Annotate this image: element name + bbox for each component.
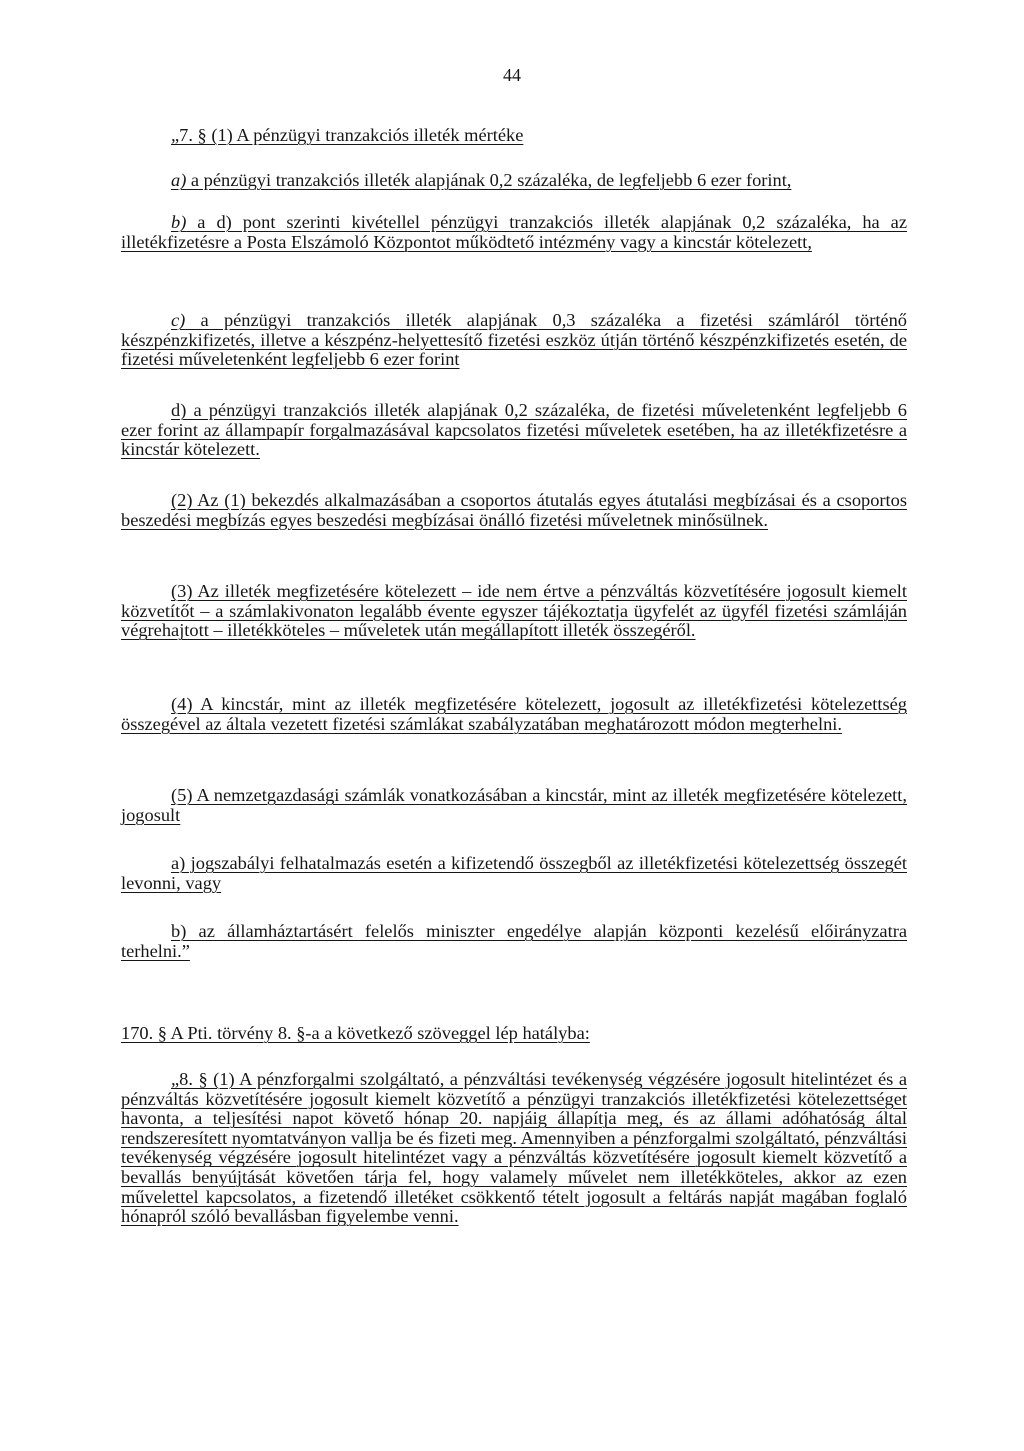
point-b-text: a d) pont szerinti kivétellel pénzügyi tranzakciós illeték alapjának 0,2 százaléka, ha az illetékfizetésre a Posta Elszámoló Központot működtető intézmény vagy a kincstár kötelezett, bbox=[121, 212, 907, 252]
section-7-point-a bbox=[121, 171, 907, 191]
section-7-paragraph-2: (2) Az (1) bekezdés alkalmazásában a csoportos átutalás egyes átutalási megbízásai és a csoportos beszedési megbízás egyes beszedési megbízásai önálló fizetési műveletnek minősülnek. bbox=[121, 490, 907, 530]
section-7-point-c bbox=[121, 311, 907, 370]
point-a-label: a) bbox=[171, 170, 187, 190]
point-a-text: a pénzügyi tranzakciós illeték alapjának 0,2 százaléka, de legfeljebb 6 ezer forint, bbox=[186, 170, 792, 190]
section-7-paragraph-5-point-b: b) az államháztartásért felelős miniszter engedélye alapján központi kezelésű előirányzatra terhelni.” bbox=[121, 921, 907, 961]
point-c-label: c) bbox=[171, 310, 186, 330]
section-7-paragraph-5: (5) A nemzetgazdasági számlák vonatkozásában a kincstár, mint az illeték megfizetésére kötelezett, jogosult bbox=[121, 785, 907, 825]
point-b-label: b) bbox=[171, 212, 187, 232]
section-170-paragraph-1: „8. § (1) A pénzforgalmi szolgáltató, a pénzváltási tevékenység végzésére jogosult hitelintézet és a pénzváltás közvetítésére jogosult kiemelt közvetítő a pénzügyi tranzakciós illetékfizetési kötelezettséget havonta, a teljesítési napot követő hónap 20. napjáig állapítja meg, és az állami adóhatóság által rendszeresített nyomtatványon vallja be és fizeti meg. Amennyiben a pénzforgalmi szolgáltató, pénzváltási tevékenység végzésére jogosult hitelintézet vagy a pénzváltás közvetítésére jogosult kiemelt közvetítő a bevallás benyújtását követően tárja fel, hogy valamely művelet nem illetékköteles, akkor az ezen művelettel kapcsolatos, a fizetendő illetéket csökkentő tételt jogosult a feltárás napját magában foglaló hónapról szóló bevallásban figyelembe venni. bbox=[121, 1069, 907, 1227]
section-7-point-b bbox=[121, 213, 907, 252]
point-c-text: a pénzügyi tranzakciós illeték alapjának 0,3 százaléka a fizetési számláról történő készpénzkifizetés, illetve a készpénz-helyettesítő fizetési eszköz útján történő készpénzkifizetés esetén, de fizetési műveletenként legfeljebb 6 ezer forint bbox=[121, 310, 907, 370]
section-170-heading: 170. § A Pti. törvény 8. §-a a következő szöveggel lép hatályba: bbox=[121, 1023, 590, 1043]
section-7-heading: „7. § (1) A pénzügyi tranzakciós illeték mértéke bbox=[171, 125, 524, 145]
section-7-paragraph-5-point-a: a) jogszabályi felhatalmazás esetén a kifizetendő összegből az illetékfizetési kötelezettség összegét levonni, vagy bbox=[121, 853, 907, 893]
page-number: 44 bbox=[503, 65, 521, 85]
section-7-paragraph-4: (4) A kincstár, mint az illeték megfizetésére kötelezett, jogosult az illetékfizetési kötelezettség összegével az általa vezetett fizetési számlákat szabályzatában meghatározott módon megterhelni. bbox=[121, 694, 907, 734]
section-7-point-d: d) a pénzügyi tranzakciós illeték alapjának 0,2 százaléka, de fizetési műveletenként legfeljebb 6 ezer forint az állampapír forgalmazásával kapcsolatos fizetési műveletek esetében, ha az illetékfizetésre a kincstár kötelezett. bbox=[121, 400, 907, 460]
section-7-paragraph-3: (3) Az illeték megfizetésére kötelezett – ide nem értve a pénzváltás közvetítésére jogosult kiemelt közvetítőt – a számlakivonaton legalább évente egyszer tájékoztatja ügyfelét az ügyfél fizetési számláján végrehajtott – illetékköteles – műveletek után megállapított illeték összegéről. bbox=[121, 581, 907, 641]
